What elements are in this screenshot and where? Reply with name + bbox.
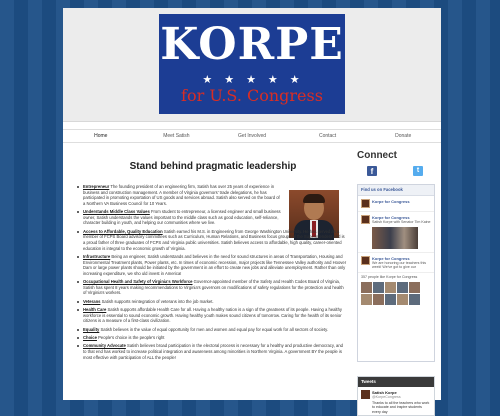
sidebar (357, 150, 435, 414)
list-item (77, 209, 282, 226)
item-text: Satish supports affordable Health Care for all. Having a healthy nation is a sign of the greatness of its people. Having a healthy workforce is essential to sound economic growth. Having healthy youth makes sound citizens of tomorrow. Caring for the health of its senior citizens is a measure of a first-class civilization. (83, 307, 343, 324)
platform-list (77, 184, 347, 363)
nav-item-meet-satish[interactable]: Meet Satish (163, 133, 190, 139)
item-title: Infrastructure (83, 253, 111, 259)
twitter-widget (357, 376, 435, 416)
avatar[interactable] (361, 390, 370, 399)
tweet-author[interactable]: Satish Korpe (372, 390, 397, 395)
item-text: Satish believes in the value of equal opportunity for men and women and equal pay for equal work for all sectors of society. (99, 326, 329, 332)
main-content (75, 160, 351, 360)
facebook-post (358, 196, 434, 212)
campaign-logo[interactable] (159, 14, 345, 114)
avatar[interactable] (361, 199, 370, 208)
post-photo[interactable] (372, 227, 418, 249)
facebook-icon[interactable]: f (367, 166, 377, 176)
list-item (77, 335, 347, 341)
item-title: Community Advocate (83, 343, 126, 349)
post-author[interactable]: Korpe for Congress (372, 215, 410, 220)
fan-avatar[interactable] (385, 294, 396, 305)
post-author[interactable]: Korpe for Congress (372, 199, 410, 204)
list-item (77, 327, 347, 333)
post-text: Satish Korpe with Senator Tim Kaine (372, 220, 431, 224)
item-title: Veterans (83, 298, 101, 304)
item-text: Governor-appointed member of the Safety and Health Codes Board of Virginia, Satish has spent 8 years making recommendations to Virginia's governors on modifications of safety regulations for the protection and health of Virginia's workers. (83, 279, 344, 296)
fan-avatar[interactable] (397, 282, 408, 293)
facebook-post (358, 212, 434, 253)
social-links (357, 166, 435, 180)
tweet-handle[interactable]: @KorpeCongress (372, 395, 401, 399)
avatar[interactable] (361, 215, 370, 224)
list-item (77, 279, 347, 296)
item-title: Health Care (83, 307, 107, 313)
fan-faces (358, 282, 434, 305)
item-title: Understands Middle Class Values (83, 209, 150, 215)
item-text: Satish believes broad participation in the electoral process is necessary for a healthy and productive democracy, and to that end has worked to increase political integration and awareness among minorities in Northern Virginia. A government BY the people is most effective with participation of ALL the people! (83, 343, 343, 360)
twitter-widget-header: Tweets (358, 377, 434, 387)
item-title: Entrepreneur (83, 184, 110, 189)
nav-item-get-involved[interactable]: Get Involved (237, 133, 267, 139)
facebook-widget-header[interactable]: Find us on Facebook (358, 185, 434, 196)
fan-avatar[interactable] (361, 282, 372, 293)
item-title: Choice (83, 335, 97, 341)
fan-avatar[interactable] (409, 294, 420, 305)
main-nav (63, 129, 441, 143)
fan-avatar[interactable] (373, 294, 384, 305)
list-item (77, 307, 347, 324)
list-item (77, 254, 347, 276)
connect-heading: Connect (357, 150, 397, 161)
fan-avatar[interactable] (397, 294, 408, 305)
fan-avatar[interactable] (385, 282, 396, 293)
header-banner (63, 8, 441, 122)
fan-avatar[interactable] (361, 294, 372, 305)
list-item (77, 229, 347, 251)
logo-subtitle: for U.S. Congress (181, 86, 323, 105)
post-text: We are honoring our teachers this week! We've got to give our (372, 260, 427, 270)
item-text: Satish supports reintegration of veterans into the job market. (100, 298, 214, 304)
list-item (77, 343, 347, 360)
page (63, 8, 441, 414)
item-text: People's choice is the people's right (96, 335, 165, 341)
item-text: The founding president of an engineering firm, Satish has over 25 years of experience in business and construction management. A member of Virginia governors' trade delegations, he has participated in promoting exportation of US goods and services abroad. Satish also served on the board of a Northern VA Business Council for 10 Years. (83, 184, 280, 206)
post-author[interactable]: Korpe for Congress (372, 255, 410, 261)
list-item (77, 184, 282, 206)
likes-count: 357 people like Korpe for Congress (361, 274, 418, 279)
logo-stars: ★★★★★ (202, 74, 312, 86)
facebook-widget (357, 184, 435, 362)
item-title: Access to Affordable, Quality Education (83, 228, 163, 234)
tweet-text: Thanks to all the teachers who work to educate and inspire students every day (372, 400, 430, 414)
tweet (358, 387, 434, 416)
list-item (77, 299, 347, 305)
logo-name: KORPE (160, 19, 344, 70)
twitter-icon[interactable]: t (413, 166, 423, 176)
nav-item-contact[interactable]: Contact (318, 133, 337, 139)
fan-avatar[interactable] (409, 282, 420, 293)
nav-item-donate[interactable]: Donate (395, 133, 412, 139)
item-title: Occupational Health and Safety of Virginia's Workforce (83, 279, 193, 285)
item-text: Being an engineer, Satish understands and believes in the need for sound structures in areas of Transportation, Housing and Environmental Treatment plants, Power plants, etc. In times of economic recession, major projects like Tennessee Valley authority and Hoover Dam or large power plants should be initiated by the government in an effort to create new jobs and alleviate unemployment. Rather than only increasing expenditure, we sho uld invest in America! (83, 253, 347, 276)
nav-item-home[interactable]: Home (94, 133, 108, 139)
facebook-post (358, 253, 434, 273)
item-text: Satish earned his M.S. in Engineering from George Washington University. He has served as a member of FCPS Board advisory committees such as Curriculum, Human Relations, and Business focus groups of the Superintendent and is a proud father of three graduates of FCPS and Virginia public universities. Satish believes access to affordable, high quality, career-oriented education is integral to the economic growth of Virginia. (83, 228, 345, 251)
item-title: Equality (83, 326, 100, 332)
avatar[interactable] (361, 256, 370, 265)
page-headline: Stand behind pragmatic leadership (129, 161, 297, 172)
item-text: From student to entrepreneur, a licensed engineer and small business owner, Satish understands the values important to the middle class such as good education, self-reliance, character building in youth, and helping our communities where we live. (83, 209, 281, 226)
fan-avatar[interactable] (373, 282, 384, 293)
